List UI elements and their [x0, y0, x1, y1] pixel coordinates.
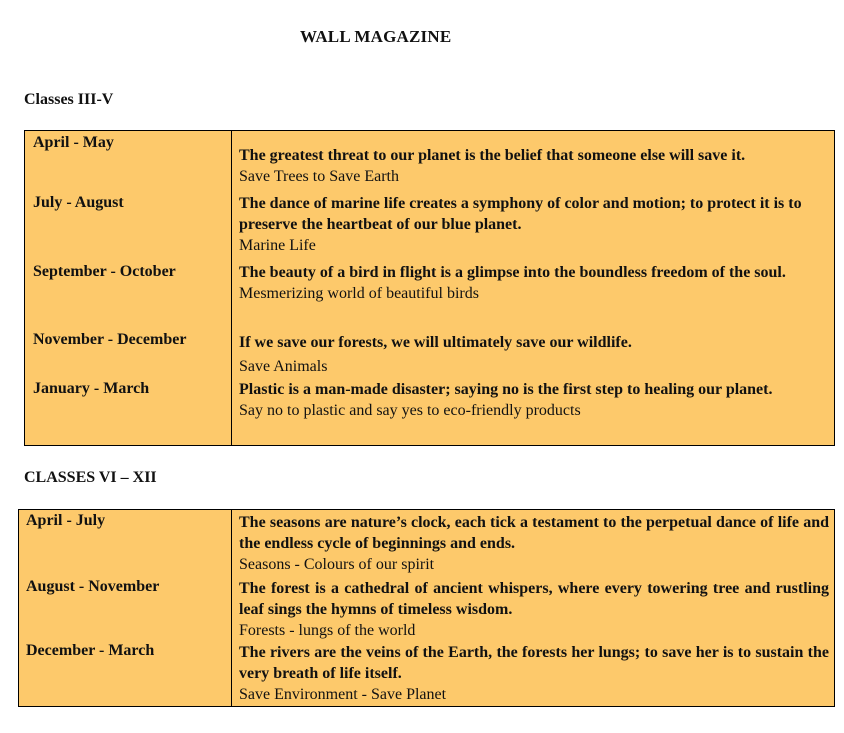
row-content: [239, 379, 829, 421]
row-period: April - July: [26, 512, 106, 529]
row-quote: Plastic is a man-made disaster; saying no is the first step to healing our planet.: [239, 381, 773, 398]
column-divider: [231, 131, 232, 445]
row-content: [239, 512, 829, 575]
row-period: July - August: [33, 194, 124, 211]
page-title: WALL MAGAZINE: [300, 27, 452, 46]
row-quote: The rivers are the veins of the Earth, the forests her lungs; to save her is to sustain the very breath of life itself.: [239, 644, 829, 682]
row-theme: Say no to plastic and say yes to eco-friendly products: [239, 402, 581, 419]
row-content: [239, 193, 829, 256]
section-heading-classes-vi-xii: CLASSES VI – XII: [24, 469, 157, 486]
row-theme: Marine Life: [239, 237, 316, 254]
row-period: December - March: [26, 642, 155, 659]
row-content: [239, 642, 829, 705]
row-content: [239, 332, 829, 377]
row-theme: Seasons - Colours of our spirit: [239, 556, 435, 573]
row-period: April - May: [33, 134, 114, 151]
column-divider: [231, 510, 232, 706]
section-heading-classes-iii-v: Classes III-V: [24, 91, 114, 108]
row-content: [239, 145, 829, 187]
row-theme: Mesmerizing world of beautiful birds: [239, 285, 479, 302]
row-content: [239, 262, 829, 304]
row-quote: The seasons are nature’s clock, each tick a testament to the perpetual dance of life and the endless cycle of beginnings and ends.: [239, 514, 829, 552]
row-theme: Save Animals: [239, 358, 328, 375]
row-quote: The dance of marine life creates a symphony of color and motion; to protect it is to preserve the heartbeat of our blue planet.: [239, 195, 802, 233]
row-quote: The forest is a cathedral of ancient whispers, where every towering tree and rustling leaf sings the hymns of timeless wisdom.: [239, 580, 829, 618]
row-theme: Save Trees to Save Earth: [239, 168, 399, 185]
row-quote: The greatest threat to our planet is the belief that someone else will save it.: [239, 147, 746, 164]
row-period: November - December: [33, 331, 187, 348]
row-quote: If we save our forests, we will ultimately save our wildlife.: [239, 334, 632, 351]
row-theme: Forests - lungs of the world: [239, 622, 416, 639]
row-period: August - November: [26, 578, 160, 595]
schedule-table-classes-iii-v: [24, 130, 835, 446]
row-period: September - October: [33, 263, 176, 280]
row-content: [239, 578, 829, 641]
schedule-table-classes-vi-xii: [18, 509, 835, 707]
row-theme: Save Environment - Save Planet: [239, 686, 447, 703]
row-period: January - March: [33, 380, 150, 397]
row-quote: The beauty of a bird in flight is a glimpse into the boundless freedom of the soul.: [239, 264, 786, 281]
